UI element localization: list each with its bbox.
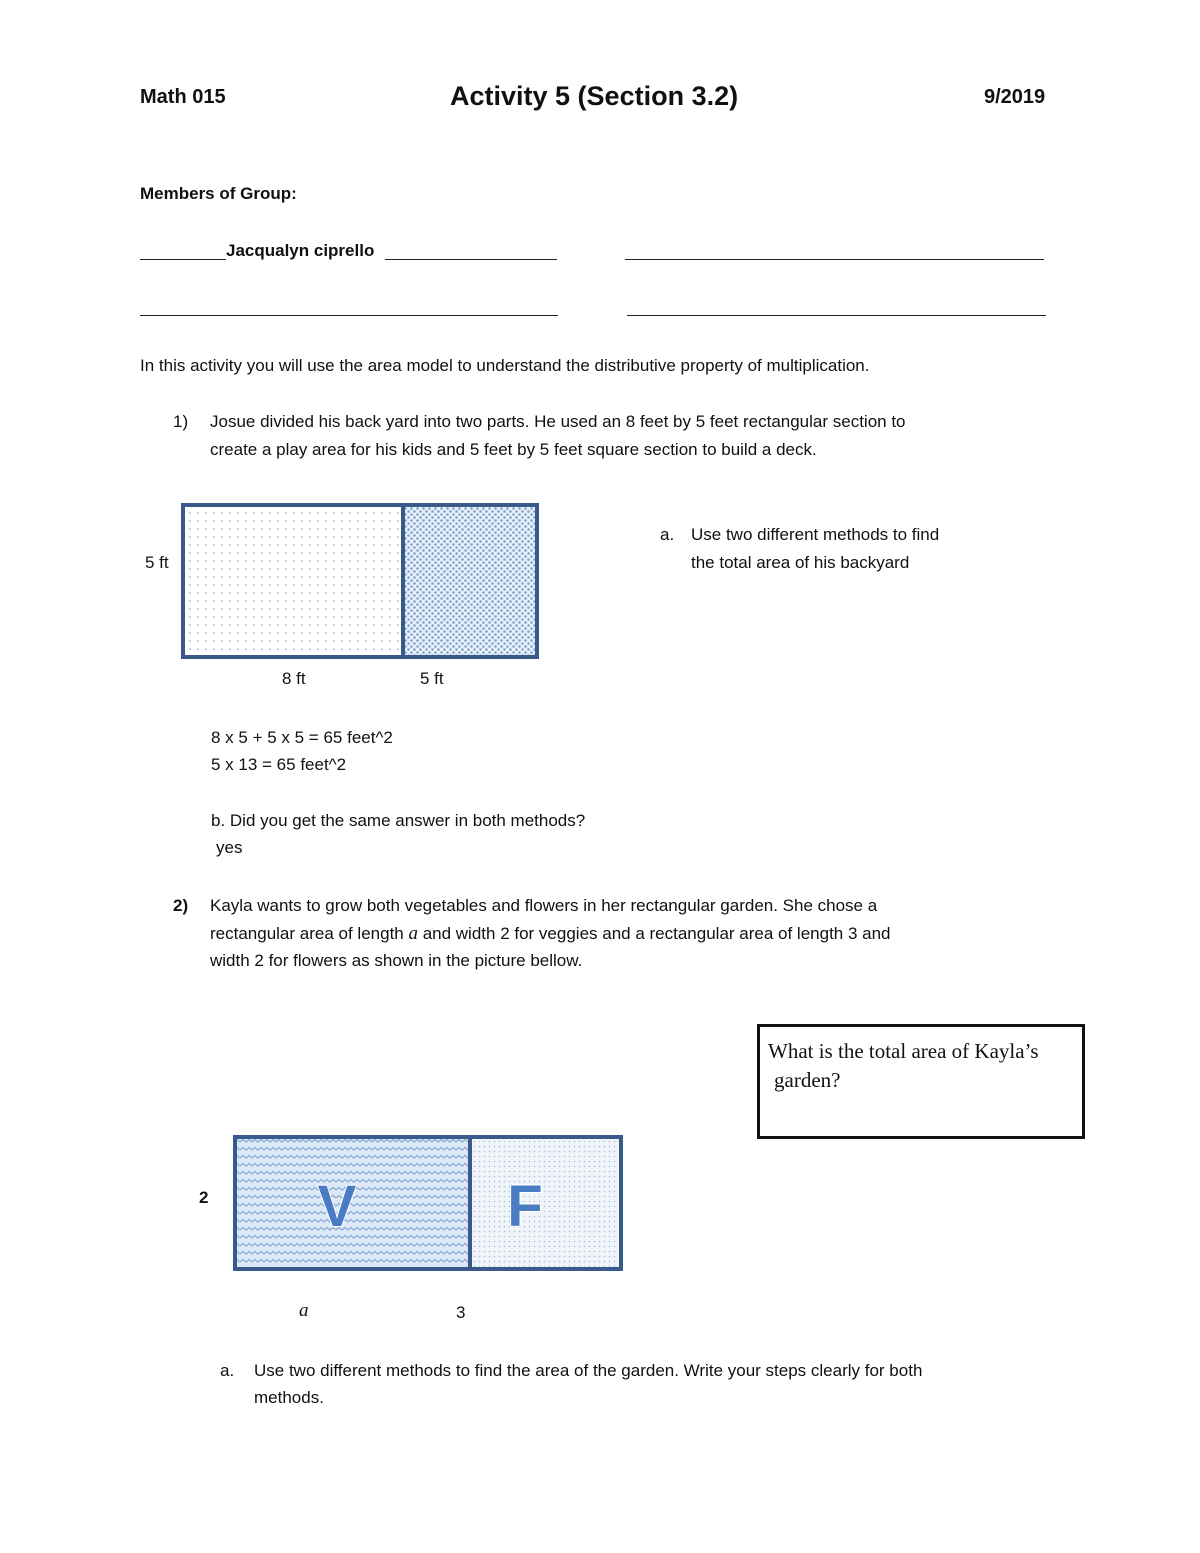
diagram1-bottom-right-label: 5 ft (420, 669, 444, 688)
problem2-text-line2-pre: rectangular area of length (210, 924, 409, 943)
question-box-line2: garden? (774, 1068, 841, 1092)
flower-section (470, 1137, 621, 1269)
answer-line-1: 8 x 5 + 5 x 5 = 65 feet^2 (211, 728, 393, 747)
problem1-part-a-line1: Use two different methods to find (691, 525, 940, 544)
question-box (757, 1024, 1085, 1139)
problem1-part-a-letter: a. (660, 525, 675, 544)
problem2-part-a-line1: Use two different methods to find the area of the garden. Write your steps clearly for both (254, 1361, 923, 1380)
problem1-part-a-line2: the total area of his backyard (691, 553, 910, 572)
problem2-text-line2 (210, 920, 891, 947)
problem2-number: 2) (173, 896, 189, 915)
problem1-part-b-question: b. Did you get the same answer in both methods? (211, 811, 586, 830)
answer-line-2: 5 x 13 = 65 feet^2 (211, 755, 347, 774)
member-line-3 (140, 315, 558, 316)
problem2-text-line2-post: and width 2 for veggies and a rectangular area of length 3 and (417, 924, 891, 943)
diagram1-bottom-left-label: 8 ft (282, 669, 306, 688)
member-line-4 (627, 315, 1046, 316)
intro-text: In this activity you will use the area model to understand the distributive property of multiplication. (140, 356, 870, 375)
page-title: Activity 5 (Section 3.2) (450, 81, 739, 111)
problem2-text-line1: Kayla wants to grow both vegetables and flowers in her rectangular garden. She chose a (210, 896, 878, 915)
member-line-1b (385, 259, 557, 260)
diagram2-bottom-right-label: 3 (456, 1303, 466, 1322)
problem2-variable-a: a (408, 923, 418, 944)
date-label: 9/2019 (984, 86, 1046, 108)
problem2-part-a-letter: a. (220, 1361, 235, 1380)
problem2-text-line3: width 2 for flowers as shown in the picture bellow. (210, 951, 583, 970)
member-name-1: Jacqualyn ciprello (226, 241, 375, 260)
play-area-section (183, 505, 403, 657)
veggie-letter: V (317, 1174, 357, 1239)
deck-section (403, 505, 537, 657)
garden-diagram (228, 1130, 628, 1275)
member-line-1a (140, 259, 226, 260)
diagram1-side-label: 5 ft (145, 553, 169, 572)
question-box-line1: What is the total area of Kayla’s (768, 1039, 1039, 1063)
problem1-part-b-answer: yes (216, 838, 243, 857)
course-label: Math 015 (140, 86, 226, 108)
diagram2-bottom-left-label: a (299, 1300, 309, 1321)
backyard-diagram (140, 495, 560, 695)
problem1-text-line1: Josue divided his back yard into two parts. He used an 8 feet by 5 feet rectangular section to (210, 412, 906, 431)
members-label: Members of Group: (140, 184, 297, 203)
problem1-number: 1) (173, 412, 189, 431)
member-line-2 (625, 259, 1044, 260)
diagram2-side-label: 2 (199, 1188, 209, 1207)
problem2-part-a-line2: methods. (254, 1388, 324, 1407)
flower-letter: F (507, 1174, 543, 1239)
problem1-text-line2: create a play area for his kids and 5 feet by 5 feet square section to build a deck. (210, 440, 817, 459)
